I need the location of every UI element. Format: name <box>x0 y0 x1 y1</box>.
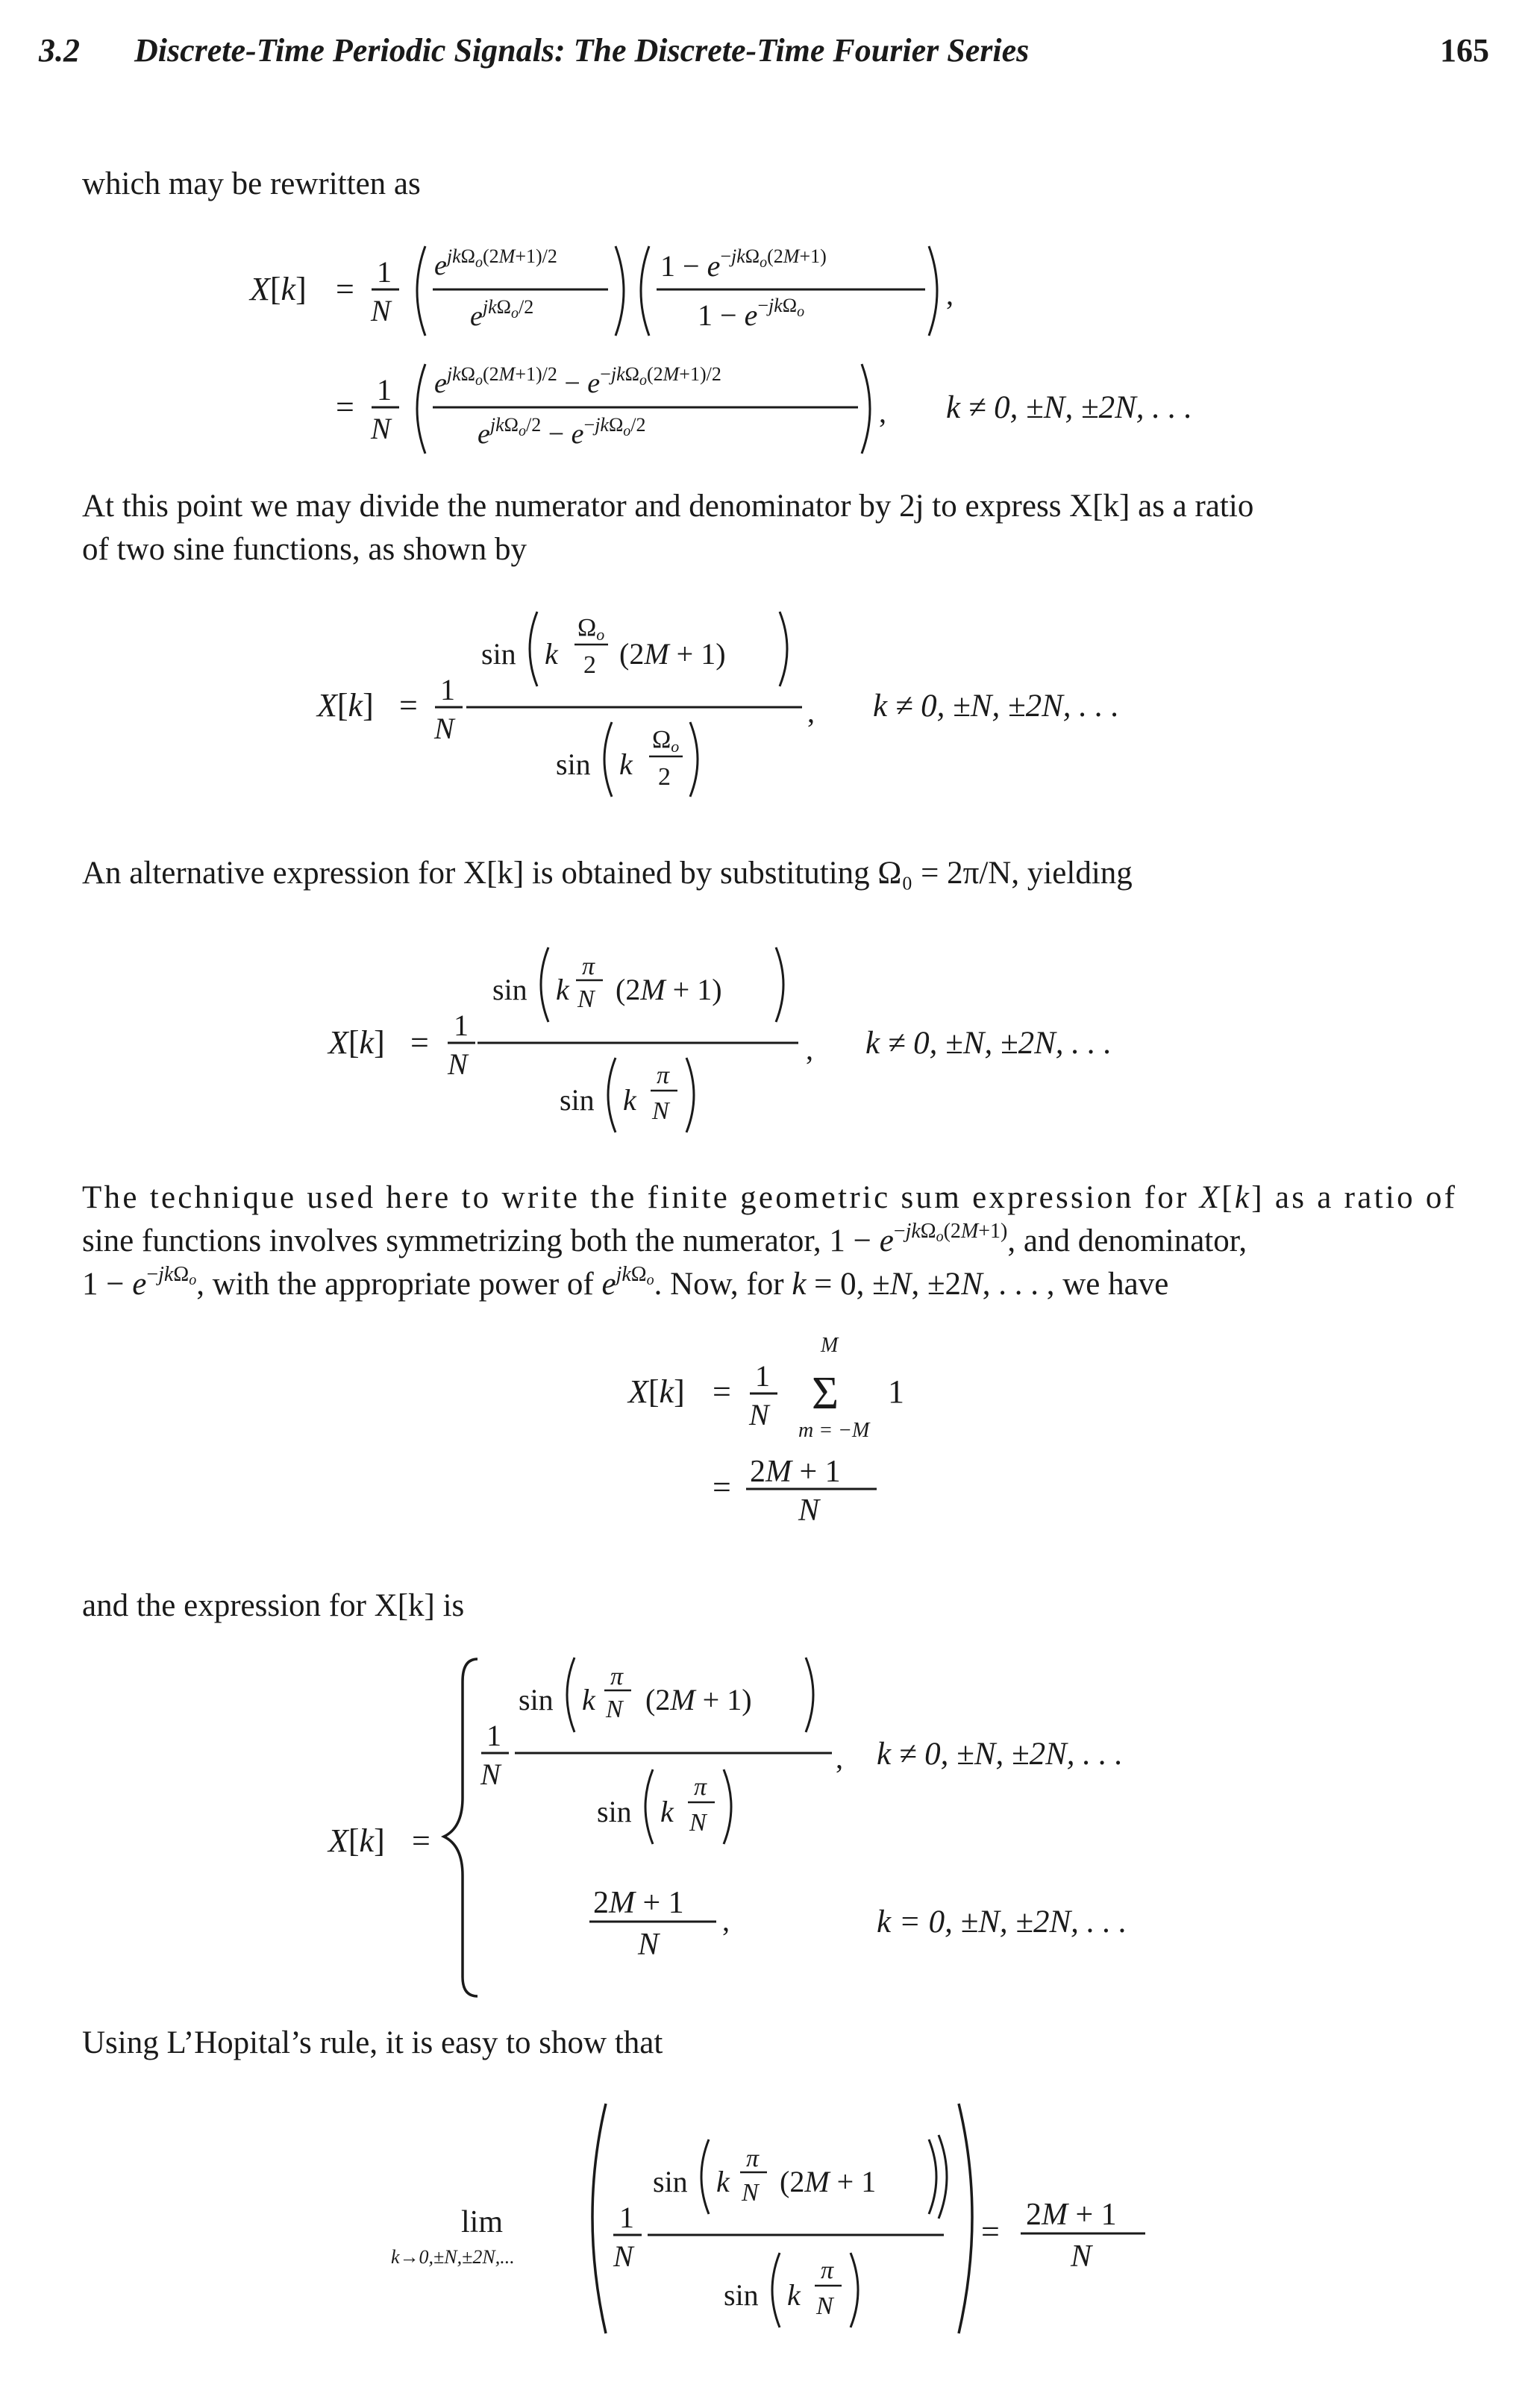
svg-text:1: 1 <box>619 2201 634 2234</box>
svg-text:N: N <box>798 1493 820 1528</box>
svg-text:k: k <box>582 1683 595 1716</box>
eq1-lhs: X[k] <box>250 271 307 307</box>
paragraph-technique <box>0 1175 1528 1324</box>
svg-text:N: N <box>371 294 391 327</box>
svg-text:N: N <box>689 1809 707 1837</box>
svg-text:sin: sin <box>481 637 516 671</box>
svg-text:sin: sin <box>560 1083 595 1117</box>
svg-text:N: N <box>749 1398 769 1432</box>
svg-text:N: N <box>638 1928 660 1962</box>
svg-text:sin: sin <box>653 2165 688 2198</box>
piecewise-condition-nonzero: k ≠ 0, ±N, ±2N, . . . <box>877 1737 1123 1772</box>
svg-text:=: = <box>981 2213 1000 2250</box>
sum-symbol: Σ <box>812 1368 839 1419</box>
svg-text:N: N <box>816 2292 833 2320</box>
svg-text:,: , <box>722 1904 730 1937</box>
svg-text:=: = <box>399 687 418 724</box>
paragraph-alternative: An alternative expression for X[k] is obtained by substituting Ω₀ = 2π/N, yielding <box>82 856 1133 891</box>
svg-text:k: k <box>787 2278 801 2312</box>
page-number: 165 <box>1440 32 1489 69</box>
svg-text:k: k <box>556 973 569 1006</box>
svg-text:ejkΩo(2M+1)/2 − e−jkΩo(2M+1)/2: $e^{jk}\Omega o(2M+1)/2 - e^-jk\Omega o(2M+1)/2$ <box>434 363 721 399</box>
eq2-condition: k ≠ 0, ±N, ±2N, . . . <box>873 689 1119 724</box>
equation-limit <box>0 2096 1528 2342</box>
svg-text:sin: sin <box>492 973 527 1006</box>
paragraph-line: At this point we may divide the numerator and denominator by 2j to express X[k] as a ratio <box>82 489 1254 524</box>
svg-text:X[k]: X[k] <box>628 1373 685 1410</box>
svg-text:ejkΩo(2M+1)/2: $e^{jk}\Omega o(2M+1)/2$ <box>434 245 557 281</box>
svg-text:2: 2 <box>658 763 671 791</box>
svg-text:,: , <box>807 695 815 729</box>
svg-text:The technique used here to wri: The technique used here to write the finite geometric sum expression for X[k] as a ratio of <box>82 1180 1456 1215</box>
svg-text:ejkΩo/2 − e−jkΩo/2: $e^{jk}\Omega o/2 - e^-jk\Omega o/2$ <box>478 414 646 450</box>
svg-text:N: N <box>434 712 454 745</box>
svg-text:k: k <box>660 1795 674 1828</box>
svg-text:2M + 1: 2M + 1 <box>1026 2198 1117 2232</box>
svg-text:2M + 1: 2M + 1 <box>750 1455 841 1489</box>
eq3-condition: k ≠ 0, ±N, ±2N, . . . <box>865 1026 1112 1061</box>
svg-text:X[k]: X[k] <box>328 1822 385 1859</box>
paragraph-divide-2j <box>82 485 1455 571</box>
equation-sum <box>0 1328 1528 1529</box>
svg-text:sine functions involves symmet: sine functions involves symmetrizing both the numerator, 1 − e−jkΩo(2M+1), and denominator, <box>82 1220 1247 1258</box>
svg-text:sin: sin <box>519 1683 554 1716</box>
svg-text:k: k <box>623 1083 636 1117</box>
svg-text:=: = <box>336 271 354 307</box>
svg-text:=: = <box>410 1024 429 1061</box>
svg-text:π: π <box>657 1062 670 1089</box>
running-title: Discrete-Time Periodic Signals: The Discrete-Time Fourier Series <box>134 32 1030 69</box>
svg-text:=: = <box>412 1822 430 1859</box>
svg-text:1: 1 <box>440 673 455 706</box>
svg-text:π: π <box>582 953 595 980</box>
svg-text:(2M + 1: (2M + 1 <box>780 2165 877 2198</box>
svg-text:=: = <box>713 1373 731 1410</box>
svg-text:2: 2 <box>583 651 596 679</box>
svg-text:,: , <box>946 278 954 311</box>
paragraph-line: of two sine functions, as shown by <box>82 532 527 567</box>
svg-text:sin: sin <box>556 747 591 781</box>
svg-text:N: N <box>371 412 391 445</box>
svg-text:,: , <box>836 1741 843 1775</box>
svg-text:N: N <box>606 1696 623 1723</box>
svg-text:2M + 1: 2M + 1 <box>593 1886 684 1920</box>
svg-text:N: N <box>613 2239 633 2273</box>
svg-text:,: , <box>879 395 886 429</box>
svg-text:1: 1 <box>377 255 392 289</box>
paragraph-lhopital: Using L’Hopital’s rule, it is easy to show that <box>82 2025 663 2060</box>
svg-text:=: = <box>713 1469 731 1505</box>
svg-text:N: N <box>448 1047 468 1081</box>
svg-text:N: N <box>742 2179 759 2207</box>
svg-text:1: 1 <box>888 1373 904 1410</box>
svg-text:N: N <box>1071 2239 1092 2274</box>
svg-text:k: k <box>545 637 558 671</box>
equation-sine-ratio-pi <box>0 925 1528 1141</box>
paragraph-intro: which may be rewritten as <box>82 166 421 201</box>
svg-text:1: 1 <box>486 1719 501 1752</box>
svg-text:N: N <box>652 1097 669 1125</box>
lim-operator: lim <box>461 2205 504 2239</box>
sum-lower-limit: m = −M <box>798 1419 870 1442</box>
svg-text:1: 1 <box>377 373 392 407</box>
svg-text:(2M + 1): (2M + 1) <box>645 1683 752 1716</box>
svg-text:π: π <box>821 2257 834 2284</box>
eq1-condition: k ≠ 0, ±N, ±2N, . . . <box>946 390 1192 425</box>
svg-text:X[k]: X[k] <box>317 687 374 724</box>
svg-text:N: N <box>577 985 595 1013</box>
piecewise-condition-zero: k = 0, ±N, ±2N, . . . <box>877 1904 1127 1940</box>
equation-piecewise <box>0 1649 1528 1999</box>
equation-rewritten <box>0 216 1528 463</box>
sum-upper-limit: M <box>821 1334 839 1357</box>
svg-text:sin: sin <box>597 1795 632 1828</box>
svg-text:ejkΩo/2: $e^{jk}\Omega o/2$ <box>470 296 534 332</box>
svg-text:1: 1 <box>454 1009 469 1042</box>
equation-sine-ratio <box>0 589 1528 806</box>
svg-text:(2M + 1): (2M + 1) <box>616 973 722 1006</box>
paragraph-expression: and the expression for X[k] is <box>82 1588 465 1623</box>
lim-subscript: k→0,±N,±2N,... <box>391 2246 515 2268</box>
svg-text:(2M + 1): (2M + 1) <box>619 637 726 671</box>
section-number: 3.2 <box>39 32 80 69</box>
svg-text:1: 1 <box>755 1359 770 1393</box>
svg-text:1 − e−jkΩo: 1 − e−jkΩo <box>698 295 805 332</box>
svg-text:k: k <box>619 747 633 781</box>
svg-text:Ωo: Ωo <box>577 614 605 644</box>
svg-text:N: N <box>480 1758 501 1791</box>
svg-text:π: π <box>610 1663 624 1690</box>
svg-text:π: π <box>694 1773 707 1801</box>
svg-text:X[k]: X[k] <box>328 1024 385 1061</box>
svg-text:π: π <box>746 2145 760 2172</box>
svg-text:1 − e−jkΩo(2M+1): 1 − e−jkΩo(2M+1) <box>660 245 827 283</box>
svg-text:1 − e−jkΩo, with the appropria: 1 − e−jkΩo, with the appropriate power of $e^{jk}\Omega o$. Now, for k = 0, ±N, ±2N, . . . , we have <box>82 1263 1169 1302</box>
svg-text:k: k <box>716 2165 730 2198</box>
svg-text:sin: sin <box>724 2278 759 2312</box>
svg-text:Ωo: Ωo <box>652 726 680 756</box>
svg-text:,: , <box>806 1032 813 1066</box>
svg-text:=: = <box>336 389 354 425</box>
